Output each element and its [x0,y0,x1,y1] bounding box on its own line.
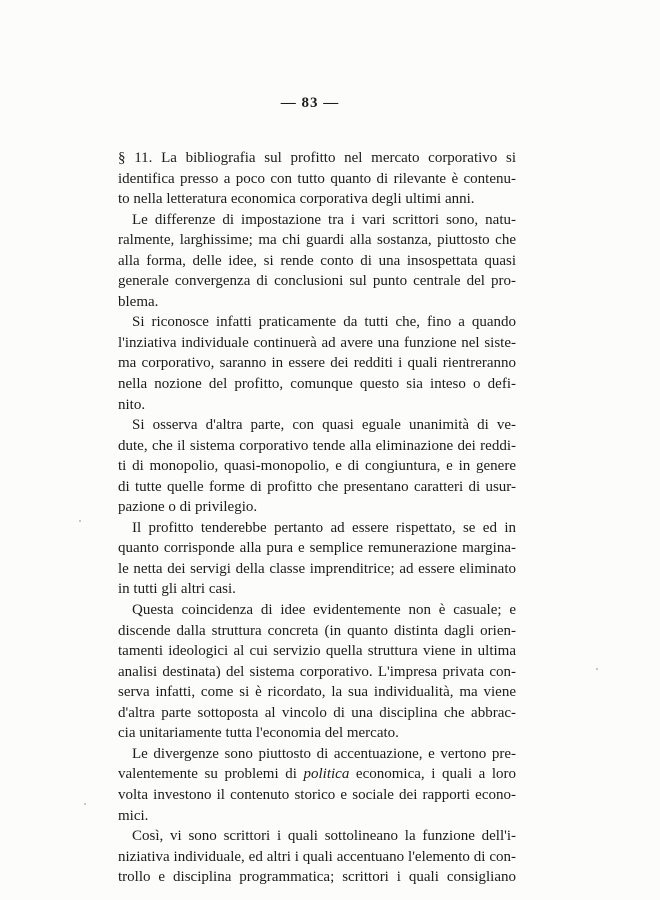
page-number: — 83 — [280,95,340,111]
text-line: analisi destinata) del sistema corporativo. L'impresa privata con- [118,663,516,680]
text-line: ti di monopolio, quasi-monopolio, e di congiuntura, e in genere [118,458,516,475]
text-line: trollo e disciplina programmatica; scrittori i quali consigliano [118,869,516,886]
text-line: Così, vi sono scrittori i quali sottolineano la funzione dell'i- [132,828,516,845]
body-text [118,148,516,888]
text-line: mici. [118,807,149,824]
text-line: ma corporativo, saranno in essere dei redditi i quali rientreranno [118,355,516,372]
paper-speck [596,668,598,670]
text-line: identifica presso a poco con tutto quanto di rilevante è contenu- [118,170,516,187]
text-line: discende dalla struttura concreta (in quanto distinta dagli orien- [118,622,516,639]
text-line: le netta dei servigi della classe imprenditrice; ad essere eliminato [118,560,516,577]
text-line: in tutti gli altri casi. [118,581,236,598]
text-line: Si riconosce infatti praticamente da tutti che, fino a quando [132,314,516,331]
paper-speck [84,803,86,805]
text-line: niziativa individuale, ed altri i quali accentuano l'elemento di con- [118,848,516,865]
text-line: pazione o di privilegio. [118,499,258,516]
text-line: generale convergenza di conclusioni sul punto centrale del pro- [118,273,516,290]
text-line: di tutte quelle forme di profitto che presentano caratteri di usur- [118,478,516,495]
text-line: Il profitto tenderebbe pertanto ad essere rispettato, se ed in [132,519,516,536]
italic-word: politica [303,766,350,783]
text-line: alla forma, delle idee, si rende conto di una insospettata quasi [118,252,516,269]
text-line: volta investono il contenuto storico e sociale dei rapporti econo- [118,786,516,803]
text-line-with-italic: valentemente su problemi di politica economica, i quali a loro [118,766,516,783]
text-line: Questa coincidenza di idee evidentemente non è casuale; e [132,602,516,619]
text-line: blema. [118,293,159,310]
text-line: nito. [118,396,146,413]
text-line: d'altra parte sottoposta al vincolo di una disciplina che abbrac- [118,704,516,721]
text-line: serva infatti, come si è ricordato, la sua individualità, ma viene [118,684,516,701]
text-line: Le differenze di impostazione tra i vari scrittori sono, natu- [132,211,516,228]
text-line: ralmente, larghissime; ma chi guardi alla sostanza, piuttosto che [118,232,516,249]
text-line: quanto corrisponde alla pura e semplice remunerazione margina- [118,540,516,557]
text-line: § 11. La bibliografia sul profitto nel mercato corporativo si [118,150,516,166]
text-line: tamenti ideologici al cui servizio quella struttura viene in ultima [118,643,516,660]
text-line: nella nozione del profitto, comunque questo sia inteso o defi- [118,376,516,393]
text-line: Le divergenze sono piuttosto di accentuazione, e vertono pre- [132,745,516,762]
text-line: cia unitariamente tutta l'economia del mercato. [118,725,399,742]
text-line: dute, che il sistema corporativo tende alla eliminazione dei reddi- [118,437,516,454]
text-line: to nella letteratura economica corporativa degli ultimi anni. [118,191,475,208]
text-line: Si osserva d'altra parte, con quasi eguale unanimità di ve- [132,417,516,434]
paper-speck [79,520,81,522]
text-line: l'inziativa individuale continuerà ad avere una funzione nel siste- [118,334,516,351]
